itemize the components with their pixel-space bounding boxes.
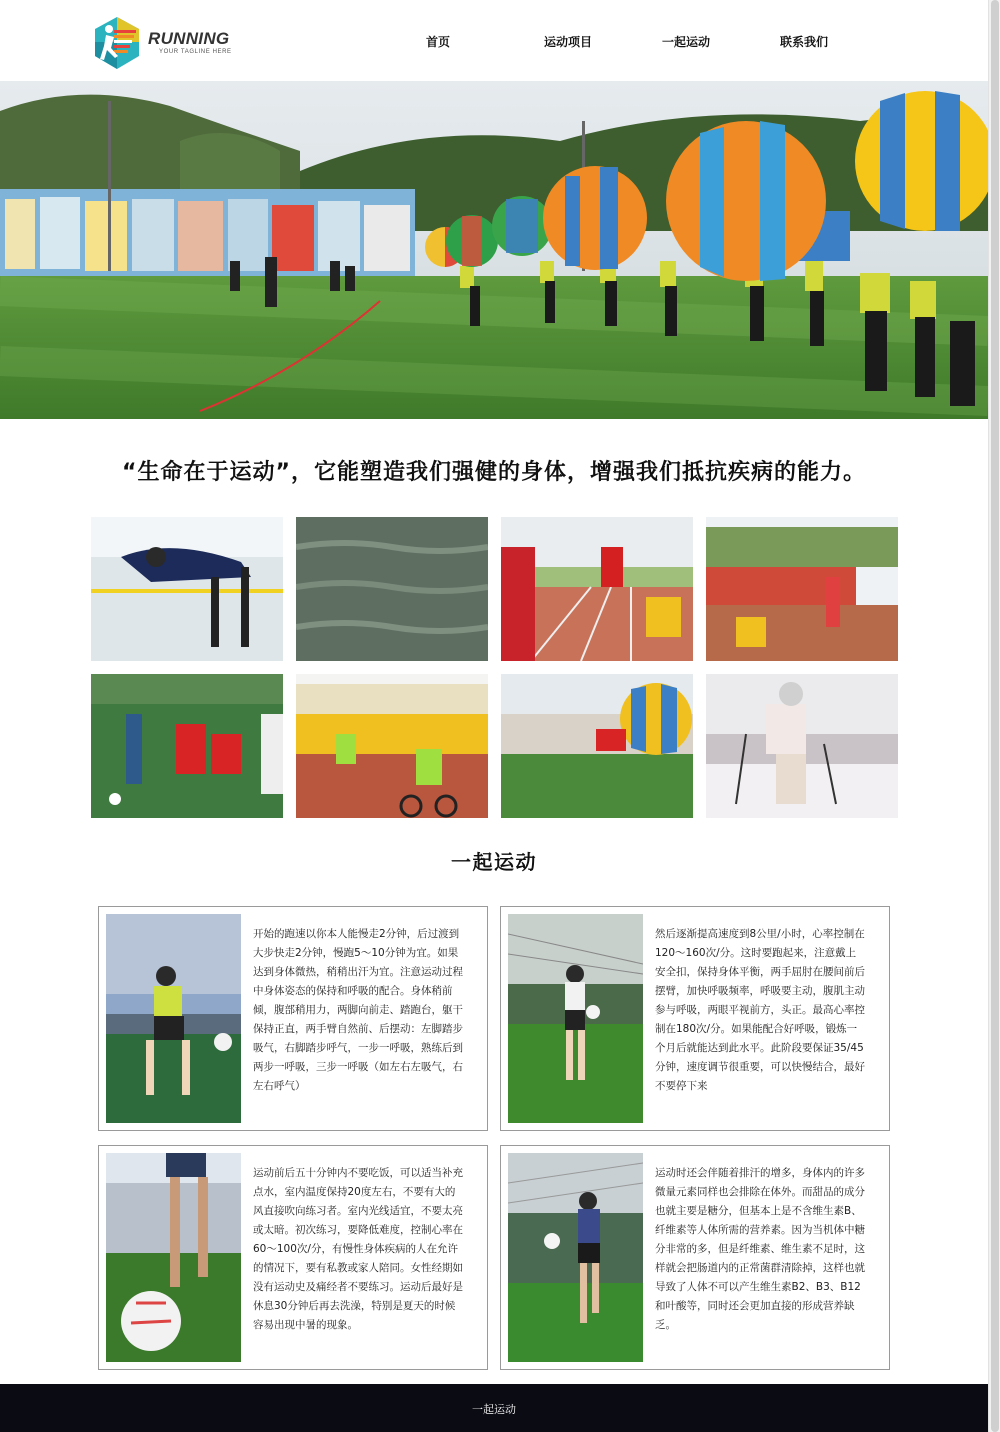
nav-home[interactable]: 首页 xyxy=(426,35,451,49)
card-text: 然后逐渐提高速度到8公里/小时，心率控制在120～160次/分。这时要跑起来，注意戴上安全扣，保持身体平衡，两手屈肘在腰间前后摆臂，加快呼吸频率，呼吸要主动，腹肌主动参与呼吸，两眼平视前方，头正。最高心率控制在180次/分。如果能配合好呼吸，锻炼一个月后就能达到此水平。此阶段要保证35/45分钟，速度调节很重要，可以快慢结合，最好不要停下来 xyxy=(655,928,865,1092)
photo-gallery xyxy=(91,517,898,818)
card-photo-player-sitting xyxy=(106,914,241,1123)
gallery-photo-water[interactable] xyxy=(296,517,488,661)
exercise-card xyxy=(500,1145,890,1370)
footer-text: 一起运动 xyxy=(472,1403,516,1416)
gallery-photo-kids-balance-bike[interactable] xyxy=(296,674,488,818)
card-photo-boy-juggling xyxy=(508,1153,643,1362)
gallery-photo-giant-ball-game[interactable] xyxy=(501,674,693,818)
exercise-card xyxy=(98,906,488,1131)
site-header xyxy=(0,0,988,81)
scrollbar-thumb[interactable] xyxy=(991,0,999,1432)
card-text: 开始的跑速以你本人能慢走2分钟，后过渡到大步快走2分钟，慢跑5～10分钟为宜。如果达到身体微热，稍稍出汗为宜。注意运动过程中身体姿态的保持和呼吸的配合。身体稍前倾，腹部稍用力，两脚向前走、踏跑台，躯干保持正直，两手臂自然前、后摆动：左脚踏步吸气，右脚踏步呼气，一步一呼吸，熟练后到两步一呼吸，三步一呼吸（如左右左吸气，右左右呼气） xyxy=(253,928,463,1092)
card-photo-foot-on-ball xyxy=(106,1153,241,1362)
nav-exercise-together[interactable]: 一起运动 xyxy=(662,35,711,49)
brand-tagline: YOUR TAGLINE HERE xyxy=(159,49,232,55)
section-title: 一起运动 xyxy=(451,850,537,874)
gallery-photo-stadium-jump[interactable] xyxy=(706,517,898,661)
hero-banner-photo xyxy=(0,81,988,419)
card-text: 运动时还会伴随着排汗的增多，身体内的许多微量元素同样也会排除在体外。而甜品的成分也就主要是糖分，但基本上是不含维生素B、纤维素等人体所需的营养素。因为当机体中糖分非常的多，但是纤维素、维生素不足时，这样就会把肠道内的正常菌群清除掉，这样也就导致了人体不可以产生维生素B2、B3、B12和叶酸等，同时还会更加直接的形成营养缺乏。 xyxy=(655,1167,865,1331)
gallery-photo-kids-soccer[interactable] xyxy=(91,674,283,818)
site-footer xyxy=(0,1384,988,1432)
gallery-photo-high-jump[interactable] xyxy=(91,517,283,661)
nav-sports[interactable]: 运动项目 xyxy=(544,35,593,49)
card-photo-girl-with-ball xyxy=(508,914,643,1123)
exercise-card xyxy=(500,906,890,1131)
headline-quote: “生命在于运动”，它能塑造我们强健的身体，增强我们抵抗疾病的能力。 xyxy=(122,460,866,485)
site-logo[interactable] xyxy=(92,14,232,72)
nav-contact[interactable]: 联系我们 xyxy=(780,35,829,49)
gallery-photo-kid-skiing[interactable] xyxy=(706,674,898,818)
exercise-card xyxy=(98,1145,488,1370)
card-text: 运动前后五十分钟内不要吃饭，可以适当补充点水，室内温度保持20度左右，不要有大的风直接吹向练习者。室内光线适宜，不要太亮或太暗。初次练习，要降低难度，控制心率在60～100次/分，有慢性身体疾病的人在允许的情况下，要有私教或家人陪同。女性经期如没有运动史及痛经者不要练习。运动后最好是休息30分钟后再去洗澡，特别是夏天的时候容易出现中暑的现象。 xyxy=(253,1167,463,1331)
gallery-photo-track-jump[interactable] xyxy=(501,517,693,661)
runner-logo-icon xyxy=(92,16,142,70)
page-scrollbar[interactable] xyxy=(988,0,1000,1432)
brand-name: RUNNING xyxy=(148,29,230,48)
